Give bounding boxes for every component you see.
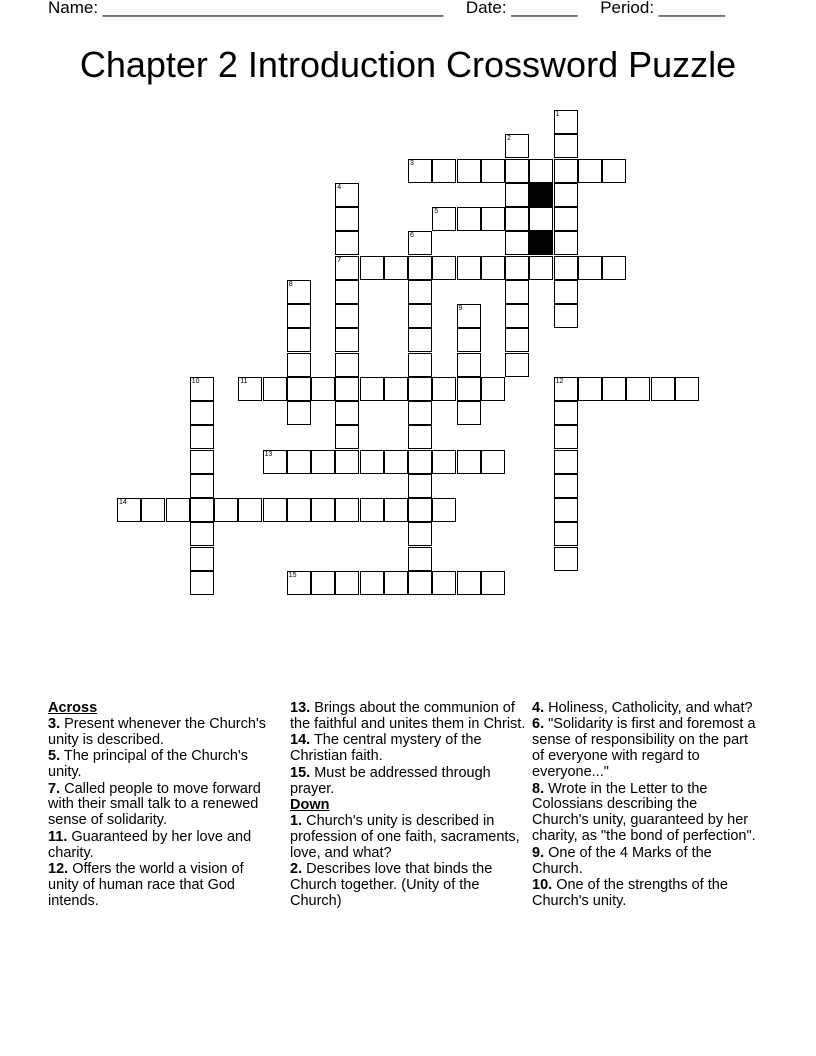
clue-number: 3	[410, 159, 414, 167]
crossword-cell[interactable]	[384, 498, 408, 522]
crossword-cell[interactable]	[554, 547, 578, 571]
blocked-cell	[529, 231, 553, 255]
crossword-cell[interactable]	[408, 450, 432, 474]
crossword-cell[interactable]	[578, 377, 602, 401]
crossword-cell[interactable]	[554, 425, 578, 449]
crossword-cell[interactable]	[554, 474, 578, 498]
clue-down-8: 8. Wrote in the Letter to the Colossians describing the Church's unity, guaranteed by her charity, as "the bond of perfection".	[532, 780, 756, 845]
clue-across-15: 15. Must be addressed through prayer.	[290, 764, 491, 797]
clue-across-3: 3. Present whenever the Church's unity is described.	[48, 715, 266, 748]
crossword-cell[interactable]	[408, 328, 432, 352]
crossword-cell[interactable]	[360, 256, 384, 280]
crossword-cell[interactable]	[432, 498, 456, 522]
clue-number: 2	[507, 135, 511, 143]
crossword-cell[interactable]	[311, 498, 335, 522]
crossword-cell[interactable]	[408, 571, 432, 595]
crossword-cell[interactable]	[141, 498, 165, 522]
crossword-cell[interactable]	[408, 280, 432, 304]
clue-number: 4	[337, 183, 342, 191]
clue-number: 7	[337, 256, 342, 264]
crossword-cell[interactable]	[505, 159, 529, 183]
clues-column-1	[48, 701, 273, 910]
crossword-cell[interactable]	[360, 450, 384, 474]
crossword-cell[interactable]	[287, 377, 311, 401]
crossword-cell[interactable]	[554, 280, 578, 304]
crossword-cell[interactable]	[335, 377, 359, 401]
crossword-cell[interactable]	[190, 474, 214, 498]
crossword-cell[interactable]	[529, 159, 553, 183]
crossword-cell[interactable]	[287, 353, 311, 377]
crossword-cell[interactable]	[190, 571, 214, 595]
crossword-cell[interactable]	[335, 450, 359, 474]
crossword-cell[interactable]	[481, 256, 505, 280]
date-field[interactable]: Date: _______	[465, 0, 578, 17]
crossword-cell[interactable]	[554, 256, 578, 280]
crossword-cell[interactable]	[190, 522, 214, 546]
crossword-cell[interactable]	[190, 425, 214, 449]
crossword-cell[interactable]	[505, 280, 529, 304]
crossword-cell[interactable]	[554, 522, 578, 546]
crossword-cell[interactable]	[408, 377, 432, 401]
crossword-cell[interactable]	[505, 304, 529, 328]
crossword-cell[interactable]	[457, 353, 481, 377]
crossword-cell[interactable]	[311, 450, 335, 474]
clue-across-5: 5. The principal of the Church's unity.	[48, 748, 248, 781]
crossword-cell[interactable]	[408, 353, 432, 377]
crossword-cell[interactable]	[190, 547, 214, 571]
clue-across-7: 7. Called people to move forward with their small talk to a renewed sense of solidarity.	[48, 780, 261, 829]
crossword-cell[interactable]	[554, 401, 578, 425]
crossword-cell[interactable]	[238, 498, 262, 522]
crossword-cell[interactable]	[457, 328, 481, 352]
crossword-cell[interactable]	[505, 207, 529, 231]
crossword-cell[interactable]	[651, 377, 675, 401]
clue-number: 9	[458, 305, 463, 312]
crossword-cell[interactable]	[505, 183, 529, 207]
crossword-cell[interactable]	[602, 159, 626, 183]
clue-down-4: 4. Holiness, Catholicity, and what?	[532, 700, 753, 716]
crossword-cell[interactable]	[384, 450, 408, 474]
crossword-cell[interactable]	[335, 425, 359, 449]
crossword-cell[interactable]	[481, 207, 505, 231]
crossword-cell[interactable]	[554, 304, 578, 328]
crossword-cell[interactable]	[360, 377, 384, 401]
crossword-cell[interactable]	[408, 401, 432, 425]
crossword-cell[interactable]	[578, 256, 602, 280]
blocked-cell	[529, 183, 553, 207]
clue-number: 14	[119, 499, 127, 506]
crossword-cell[interactable]	[335, 353, 359, 377]
crossword-cell[interactable]	[481, 159, 505, 183]
crossword-cell[interactable]	[529, 256, 553, 280]
period-field[interactable]: Period: _______	[600, 0, 725, 17]
crossword-cell[interactable]	[554, 134, 578, 158]
crossword-cell[interactable]	[481, 571, 505, 595]
crossword-cell[interactable]	[408, 425, 432, 449]
crossword-cell[interactable]	[287, 498, 311, 522]
crossword-cell[interactable]	[481, 450, 505, 474]
clue-across-11: 11. Guaranteed by her love and charity.	[48, 828, 252, 861]
crossword-cell[interactable]	[335, 207, 359, 231]
crossword-cell[interactable]	[432, 377, 456, 401]
crossword-cell[interactable]	[675, 377, 699, 401]
crossword-cell[interactable]	[602, 377, 626, 401]
crossword-cell[interactable]	[214, 498, 238, 522]
crossword-cell[interactable]	[432, 256, 456, 280]
clue-across-12: 12. Offers the world a vision of unity of human race that God intends.	[48, 861, 244, 909]
crossword-cell[interactable]	[457, 256, 481, 280]
crossword-cell[interactable]	[335, 328, 359, 352]
clue-down-6: 6. "Solidarity is first and foremost a sense of responsibility on the part of everyone with regard to everyone..."	[532, 716, 756, 781]
crossword-cell[interactable]	[408, 256, 432, 280]
crossword-cell[interactable]	[335, 231, 359, 255]
crossword-cell[interactable]	[457, 571, 481, 595]
crossword-cell[interactable]	[578, 159, 602, 183]
crossword-cell[interactable]	[263, 377, 287, 401]
crossword-cell[interactable]	[287, 401, 311, 425]
crossword-cell[interactable]	[554, 207, 578, 231]
across-heading: Across	[48, 700, 98, 716]
crossword-cell[interactable]	[166, 498, 190, 522]
crossword-cell[interactable]	[335, 304, 359, 328]
crossword-cell[interactable]	[602, 256, 626, 280]
crossword-cell[interactable]	[335, 498, 359, 522]
crossword-cell[interactable]	[360, 498, 384, 522]
down-heading: Down	[290, 796, 330, 813]
crossword-cell[interactable]	[287, 328, 311, 352]
name-field[interactable]: Name: ____________________________________	[48, 0, 444, 17]
crossword-cell[interactable]	[287, 304, 311, 328]
clue-number: 6	[410, 232, 414, 240]
crossword-cell[interactable]	[457, 450, 481, 474]
crossword-cell[interactable]	[529, 207, 553, 231]
page-title: Chapter 2 Introduction Crossword Puzzle	[79, 44, 737, 85]
crossword-cell[interactable]	[384, 571, 408, 595]
crossword-cell[interactable]	[335, 401, 359, 425]
crossword-cell[interactable]	[505, 231, 529, 255]
crossword-cell[interactable]	[432, 450, 456, 474]
clue-down-9: 9. One of the 4 Marks of the Church.	[532, 844, 712, 877]
crossword-cell[interactable]	[432, 571, 456, 595]
crossword-cell[interactable]	[408, 547, 432, 571]
clues-column-2	[290, 701, 530, 910]
crossword-cell[interactable]	[481, 377, 505, 401]
crossword-cell[interactable]	[457, 159, 481, 183]
clue-number: 5	[434, 208, 439, 215]
crossword-cell[interactable]	[408, 498, 432, 522]
crossword-cell[interactable]	[554, 183, 578, 207]
crossword-cell[interactable]	[287, 450, 311, 474]
crossword-cell[interactable]	[457, 207, 481, 231]
clue-number: 12	[555, 377, 564, 385]
crossword-cell[interactable]	[384, 377, 408, 401]
crossword-cell[interactable]	[554, 231, 578, 255]
crossword-cell[interactable]	[335, 571, 359, 595]
clue-down-1: 1. Church's unity is described in profession of one faith, sacraments, love, and what?	[290, 812, 520, 861]
clues-column-3	[532, 701, 757, 910]
crossword-cell[interactable]	[505, 328, 529, 352]
crossword-cell[interactable]	[311, 377, 335, 401]
crossword-cell[interactable]	[190, 450, 214, 474]
crossword-cell[interactable]	[190, 498, 214, 522]
crossword-cell[interactable]	[190, 401, 214, 425]
crossword-cell[interactable]	[432, 159, 456, 183]
clue-down-2: 2. Describes love that binds the Church together. (Unity of the Church)	[290, 861, 493, 909]
crossword-cell[interactable]	[554, 450, 578, 474]
crossword-cell[interactable]	[335, 280, 359, 304]
clue-across-14: 14. The central mystery of the Christian faith.	[290, 732, 482, 765]
crossword-cell[interactable]	[626, 377, 650, 401]
crossword-cell[interactable]	[408, 522, 432, 546]
crossword-cell[interactable]	[384, 256, 408, 280]
clue-number: 11	[240, 377, 248, 385]
clue-number: 15	[288, 571, 297, 579]
clue-number: 13	[264, 450, 273, 458]
crossword-cell[interactable]	[408, 474, 432, 498]
crossword-cell[interactable]	[408, 304, 432, 328]
crossword-cell[interactable]	[457, 377, 481, 401]
crossword-cell[interactable]	[505, 256, 529, 280]
crossword-cell[interactable]	[457, 401, 481, 425]
clue-number: 8	[288, 280, 293, 288]
crossword-cell[interactable]	[554, 498, 578, 522]
clue-number: 1	[555, 111, 560, 118]
clue-down-10: 10. One of the strengths of the Church's unity.	[532, 876, 728, 909]
clue-number: 10	[191, 377, 200, 385]
crossword-cell[interactable]	[360, 571, 384, 595]
crossword-cell[interactable]	[554, 159, 578, 183]
crossword-cell[interactable]	[311, 571, 335, 595]
crossword-cell[interactable]	[505, 353, 529, 377]
crossword-cell[interactable]	[263, 498, 287, 522]
clue-across-13: 13. Brings about the communion of the faithful and unites them in Christ.	[290, 700, 526, 732]
